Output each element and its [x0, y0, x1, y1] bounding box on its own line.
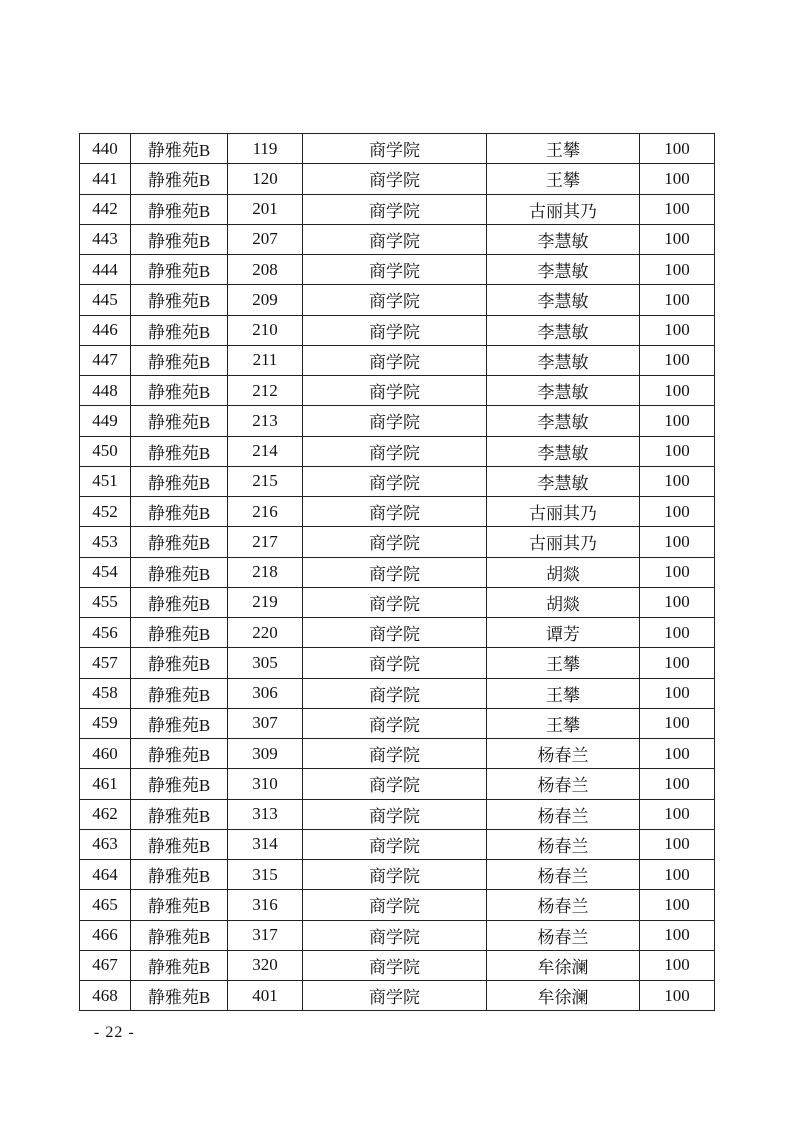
row-number-cell: 464	[80, 860, 131, 890]
college-cell: 商学院	[303, 466, 487, 496]
college-cell: 商学院	[303, 860, 487, 890]
room-number-cell: 210	[228, 315, 303, 345]
room-number-cell: 316	[228, 890, 303, 920]
room-number-cell: 212	[228, 376, 303, 406]
score-cell: 100	[640, 799, 715, 829]
college-cell: 商学院	[303, 406, 487, 436]
building-cell: 静雅苑B	[131, 739, 228, 769]
responsible-person-cell: 杨春兰	[487, 890, 640, 920]
building-cell: 静雅苑B	[131, 345, 228, 375]
room-number-cell: 216	[228, 497, 303, 527]
score-cell: 100	[640, 406, 715, 436]
college-cell: 商学院	[303, 981, 487, 1011]
building-cell: 静雅苑B	[131, 285, 228, 315]
table-row	[80, 739, 715, 769]
responsible-person-cell: 王攀	[487, 708, 640, 738]
score-cell: 100	[640, 436, 715, 466]
room-number-cell: 217	[228, 527, 303, 557]
building-cell: 静雅苑B	[131, 164, 228, 194]
college-cell: 商学院	[303, 315, 487, 345]
row-number-cell: 462	[80, 799, 131, 829]
building-cell: 静雅苑B	[131, 708, 228, 738]
responsible-person-cell: 杨春兰	[487, 739, 640, 769]
row-number-cell: 458	[80, 678, 131, 708]
row-number-cell: 461	[80, 769, 131, 799]
college-cell: 商学院	[303, 920, 487, 950]
college-cell: 商学院	[303, 769, 487, 799]
room-number-cell: 314	[228, 829, 303, 859]
table-row	[80, 950, 715, 980]
row-number-cell: 466	[80, 920, 131, 950]
college-cell: 商学院	[303, 557, 487, 587]
responsible-person-cell: 王攀	[487, 648, 640, 678]
college-cell: 商学院	[303, 799, 487, 829]
building-cell: 静雅苑B	[131, 194, 228, 224]
score-cell: 100	[640, 769, 715, 799]
room-number-cell: 218	[228, 557, 303, 587]
table-row	[80, 134, 715, 164]
responsible-person-cell: 李慧敏	[487, 315, 640, 345]
college-cell: 商学院	[303, 739, 487, 769]
responsible-person-cell: 古丽其乃	[487, 527, 640, 557]
room-number-cell: 201	[228, 194, 303, 224]
score-cell: 100	[640, 981, 715, 1011]
score-cell: 100	[640, 224, 715, 254]
table-row	[80, 648, 715, 678]
row-number-cell: 453	[80, 527, 131, 557]
responsible-person-cell: 古丽其乃	[487, 497, 640, 527]
score-cell: 100	[640, 134, 715, 164]
building-cell: 静雅苑B	[131, 376, 228, 406]
college-cell: 商学院	[303, 497, 487, 527]
building-cell: 静雅苑B	[131, 769, 228, 799]
college-cell: 商学院	[303, 648, 487, 678]
responsible-person-cell: 王攀	[487, 678, 640, 708]
room-number-cell: 208	[228, 255, 303, 285]
responsible-person-cell: 古丽其乃	[487, 194, 640, 224]
score-cell: 100	[640, 860, 715, 890]
score-cell: 100	[640, 376, 715, 406]
table-row	[80, 224, 715, 254]
room-number-cell: 305	[228, 648, 303, 678]
table-row	[80, 557, 715, 587]
building-cell: 静雅苑B	[131, 527, 228, 557]
room-number-cell: 320	[228, 950, 303, 980]
responsible-person-cell: 李慧敏	[487, 466, 640, 496]
row-number-cell: 463	[80, 829, 131, 859]
row-number-cell: 451	[80, 466, 131, 496]
building-cell: 静雅苑B	[131, 436, 228, 466]
building-cell: 静雅苑B	[131, 799, 228, 829]
responsible-person-cell: 李慧敏	[487, 376, 640, 406]
room-number-cell: 209	[228, 285, 303, 315]
responsible-person-cell: 李慧敏	[487, 436, 640, 466]
college-cell: 商学院	[303, 618, 487, 648]
score-cell: 100	[640, 315, 715, 345]
score-cell: 100	[640, 708, 715, 738]
table-row	[80, 769, 715, 799]
room-number-cell: 317	[228, 920, 303, 950]
score-cell: 100	[640, 739, 715, 769]
table-row	[80, 497, 715, 527]
table-row	[80, 860, 715, 890]
table-row	[80, 708, 715, 738]
building-cell: 静雅苑B	[131, 920, 228, 950]
building-cell: 静雅苑B	[131, 678, 228, 708]
score-cell: 100	[640, 557, 715, 587]
row-number-cell: 457	[80, 648, 131, 678]
table-row	[80, 406, 715, 436]
college-cell: 商学院	[303, 255, 487, 285]
room-number-cell: 215	[228, 466, 303, 496]
table-row	[80, 829, 715, 859]
college-cell: 商学院	[303, 224, 487, 254]
college-cell: 商学院	[303, 678, 487, 708]
score-cell: 100	[640, 648, 715, 678]
college-cell: 商学院	[303, 829, 487, 859]
room-number-cell: 213	[228, 406, 303, 436]
dormitory-score-table	[79, 133, 715, 1011]
row-number-cell: 456	[80, 618, 131, 648]
room-number-cell: 315	[228, 860, 303, 890]
row-number-cell: 468	[80, 981, 131, 1011]
college-cell: 商学院	[303, 285, 487, 315]
table-row	[80, 981, 715, 1011]
table-row	[80, 799, 715, 829]
row-number-cell: 444	[80, 255, 131, 285]
table-row	[80, 376, 715, 406]
row-number-cell: 448	[80, 376, 131, 406]
table-row	[80, 345, 715, 375]
building-cell: 静雅苑B	[131, 860, 228, 890]
building-cell: 静雅苑B	[131, 587, 228, 617]
score-cell: 100	[640, 285, 715, 315]
score-cell: 100	[640, 618, 715, 648]
table-row	[80, 466, 715, 496]
responsible-person-cell: 杨春兰	[487, 920, 640, 950]
row-number-cell: 455	[80, 587, 131, 617]
responsible-person-cell: 李慧敏	[487, 224, 640, 254]
college-cell: 商学院	[303, 708, 487, 738]
table-row	[80, 587, 715, 617]
row-number-cell: 449	[80, 406, 131, 436]
page-number: - 22 -	[94, 1024, 135, 1041]
room-number-cell: 219	[228, 587, 303, 617]
score-cell: 100	[640, 255, 715, 285]
building-cell: 静雅苑B	[131, 829, 228, 859]
room-number-cell: 310	[228, 769, 303, 799]
room-number-cell: 119	[228, 134, 303, 164]
row-number-cell: 443	[80, 224, 131, 254]
room-number-cell: 309	[228, 739, 303, 769]
college-cell: 商学院	[303, 587, 487, 617]
table-row	[80, 255, 715, 285]
row-number-cell: 445	[80, 285, 131, 315]
building-cell: 静雅苑B	[131, 466, 228, 496]
row-number-cell: 454	[80, 557, 131, 587]
row-number-cell: 465	[80, 890, 131, 920]
row-number-cell: 452	[80, 497, 131, 527]
building-cell: 静雅苑B	[131, 557, 228, 587]
responsible-person-cell: 李慧敏	[487, 285, 640, 315]
responsible-person-cell: 李慧敏	[487, 345, 640, 375]
building-cell: 静雅苑B	[131, 950, 228, 980]
college-cell: 商学院	[303, 950, 487, 980]
room-number-cell: 207	[228, 224, 303, 254]
responsible-person-cell: 牟徐澜	[487, 981, 640, 1011]
responsible-person-cell: 牟徐澜	[487, 950, 640, 980]
row-number-cell: 446	[80, 315, 131, 345]
room-number-cell: 214	[228, 436, 303, 466]
building-cell: 静雅苑B	[131, 315, 228, 345]
score-cell: 100	[640, 890, 715, 920]
table-row	[80, 436, 715, 466]
room-number-cell: 211	[228, 345, 303, 375]
responsible-person-cell: 李慧敏	[487, 406, 640, 436]
table-row	[80, 164, 715, 194]
score-cell: 100	[640, 345, 715, 375]
score-cell: 100	[640, 678, 715, 708]
responsible-person-cell: 杨春兰	[487, 829, 640, 859]
score-cell: 100	[640, 497, 715, 527]
score-cell: 100	[640, 950, 715, 980]
college-cell: 商学院	[303, 134, 487, 164]
responsible-person-cell: 王攀	[487, 134, 640, 164]
college-cell: 商学院	[303, 436, 487, 466]
table-body	[80, 134, 715, 1011]
building-cell: 静雅苑B	[131, 224, 228, 254]
college-cell: 商学院	[303, 890, 487, 920]
responsible-person-cell: 胡燚	[487, 557, 640, 587]
college-cell: 商学院	[303, 345, 487, 375]
table-row	[80, 315, 715, 345]
row-number-cell: 460	[80, 739, 131, 769]
table-row	[80, 527, 715, 557]
row-number-cell: 467	[80, 950, 131, 980]
college-cell: 商学院	[303, 527, 487, 557]
responsible-person-cell: 杨春兰	[487, 769, 640, 799]
responsible-person-cell: 杨春兰	[487, 860, 640, 890]
room-number-cell: 306	[228, 678, 303, 708]
table-row	[80, 194, 715, 224]
responsible-person-cell: 杨春兰	[487, 799, 640, 829]
score-cell: 100	[640, 466, 715, 496]
room-number-cell: 120	[228, 164, 303, 194]
score-cell: 100	[640, 829, 715, 859]
college-cell: 商学院	[303, 194, 487, 224]
college-cell: 商学院	[303, 164, 487, 194]
score-cell: 100	[640, 587, 715, 617]
responsible-person-cell: 王攀	[487, 164, 640, 194]
room-number-cell: 401	[228, 981, 303, 1011]
building-cell: 静雅苑B	[131, 497, 228, 527]
room-number-cell: 307	[228, 708, 303, 738]
score-cell: 100	[640, 164, 715, 194]
building-cell: 静雅苑B	[131, 618, 228, 648]
row-number-cell: 440	[80, 134, 131, 164]
building-cell: 静雅苑B	[131, 981, 228, 1011]
table-row	[80, 285, 715, 315]
responsible-person-cell: 谭芳	[487, 618, 640, 648]
building-cell: 静雅苑B	[131, 648, 228, 678]
building-cell: 静雅苑B	[131, 890, 228, 920]
row-number-cell: 441	[80, 164, 131, 194]
table-row	[80, 890, 715, 920]
row-number-cell: 450	[80, 436, 131, 466]
score-cell: 100	[640, 920, 715, 950]
row-number-cell: 447	[80, 345, 131, 375]
table-row	[80, 920, 715, 950]
building-cell: 静雅苑B	[131, 255, 228, 285]
building-cell: 静雅苑B	[131, 406, 228, 436]
row-number-cell: 442	[80, 194, 131, 224]
building-cell: 静雅苑B	[131, 134, 228, 164]
table-row	[80, 618, 715, 648]
college-cell: 商学院	[303, 376, 487, 406]
room-number-cell: 220	[228, 618, 303, 648]
score-cell: 100	[640, 527, 715, 557]
score-cell: 100	[640, 194, 715, 224]
row-number-cell: 459	[80, 708, 131, 738]
room-number-cell: 313	[228, 799, 303, 829]
responsible-person-cell: 李慧敏	[487, 255, 640, 285]
responsible-person-cell: 胡燚	[487, 587, 640, 617]
table-row	[80, 678, 715, 708]
